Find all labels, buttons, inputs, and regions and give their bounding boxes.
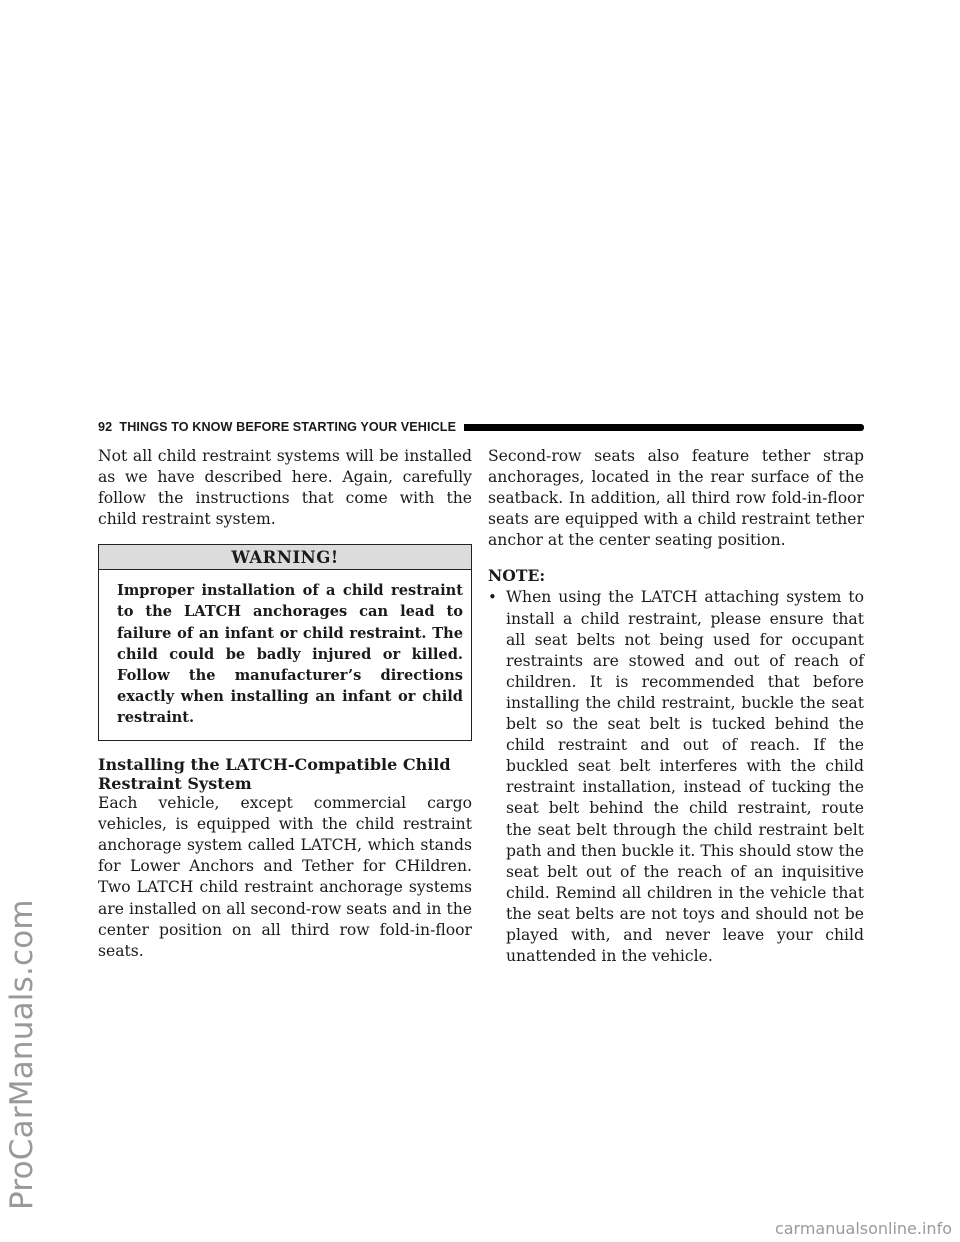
bottom-watermark: carmanualsonline.info: [774, 1219, 952, 1238]
list-item: [488, 587, 864, 967]
tether-paragraph: Second-row seats also feature tether strap anchorages, located in the rear surface of the seatback. In addition, all third row fold-in-floor seats are equipped with a child restraint tether anchor at the center seating position.: [488, 447, 864, 550]
note-label: NOTE:: [488, 566, 546, 586]
side-watermark: ProCarManuals.com: [4, 899, 40, 1210]
right-column: [488, 446, 864, 967]
note-bullet-text: When using the LATCH attaching system to install a child restraint, please ensure that all seat belts not being used for occupant restraints are stowed and out of reach of children. It is recommended that before installing the child restraint, buckle the seat belt so the seat belt is tucked behind the child restraint and out of reach. If the buckled seat belt interferes with the child restraint installation, instead of tucking the seat belt behind the child restraint, route the seat belt through the child restraint belt path and then buckle it. This should stow the seat belt out of the reach of an inquisitive child. Remind all children in the vehicle that the seat belts are not toys and should not be played with, and never leave your child unattended in the vehicle.: [506, 588, 864, 966]
latch-paragraph: Each vehicle, except commercial cargo vehicles, is equipped with the child restraint anchorage system called LATCH, which stands for Lower Anchors and Tether for CHildren. Two LATCH child restraint anchorage systems are installed on all second-row seats and in the center position on all third row fold-in-floor seats.: [98, 794, 472, 960]
left-column: [98, 446, 472, 962]
warning-title: WARNING!: [99, 545, 471, 570]
intro-paragraph: Not all child restraint systems will be installed as we have described here. Again, carefully follow the instructions that come with the child restraint system.: [98, 447, 472, 529]
header-rule: [464, 424, 864, 431]
section-title: THINGS TO KNOW BEFORE STARTING YOUR VEHICLE: [119, 420, 457, 434]
page-header-text: [98, 420, 456, 434]
warning-box: [98, 544, 472, 741]
page-number: 92: [98, 420, 113, 434]
warning-body: Improper installation of a child restraint to the LATCH anchorages can lead to failure of an infant or child restraint. The child could be badly injured or killed. Follow the manufacturer’s directions exactly when installing an infant or child restraint.: [117, 582, 463, 726]
bullet-icon: •: [488, 588, 497, 607]
running-header: [98, 418, 864, 436]
section-heading: Installing the LATCH-Compatible Child Restraint System: [98, 755, 451, 794]
